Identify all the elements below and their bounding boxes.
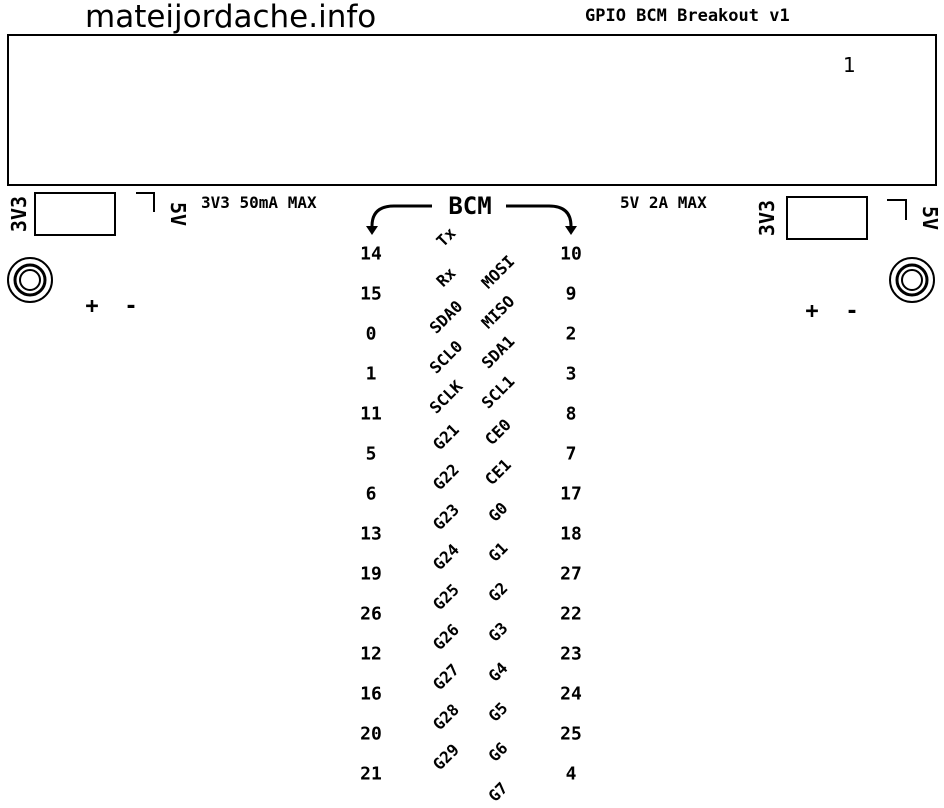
left-pin-function: Tx [432, 223, 460, 251]
left-plus-label: + [85, 294, 99, 319]
pin-label-columns [360, 223, 582, 805]
right-5v-label: 5V [918, 205, 942, 231]
pin-one-marker: 1 [843, 53, 856, 77]
right-power-selector [620, 193, 942, 239]
left-power-rating: 3V3 50mA MAX [201, 193, 317, 212]
left-pin-number: 14 [360, 243, 382, 265]
left-pin-number: 11 [360, 403, 382, 425]
left-pin-number: 20 [360, 723, 382, 745]
right-mounting-hole-icon [890, 258, 934, 302]
left-5v-label: 5V [166, 201, 190, 227]
left-pin-number: 16 [360, 683, 382, 705]
left-pin-function: G26 [429, 620, 463, 654]
left-pin-function: G23 [429, 500, 463, 534]
left-pin-number: 26 [360, 603, 382, 625]
right-pin-number: 18 [560, 523, 582, 545]
right-pin-number: 9 [565, 283, 577, 305]
right-pin-function: SDA1 [477, 331, 519, 373]
left-pin-function: G28 [429, 700, 463, 734]
left-pin-number: 12 [360, 643, 382, 665]
right-jumper-corner [887, 200, 906, 220]
right-minus-label: - [845, 299, 859, 324]
left-pin-number: 5 [365, 443, 377, 465]
left-pin-number: 21 [360, 763, 382, 785]
right-pin-function: SCL1 [477, 371, 519, 413]
right-pin-function: G4 [484, 658, 512, 686]
right-pin-number: 27 [560, 563, 582, 585]
right-pin-number: 3 [565, 363, 577, 385]
right-pin-function: G0 [484, 498, 512, 526]
right-pin-function: G2 [484, 578, 512, 606]
right-power-rating: 5V 2A MAX [620, 193, 707, 212]
right-jumper-block [787, 197, 867, 239]
left-pin-number: 19 [360, 563, 382, 585]
left-pin-function: G22 [429, 460, 463, 494]
right-pin-number: 23 [560, 643, 582, 665]
right-pin-number: 7 [565, 443, 577, 465]
right-pin-function: MOSI [477, 251, 519, 293]
bcm-label: BCM [448, 192, 492, 220]
left-pin-function: G27 [429, 660, 463, 694]
right-pin-function: G5 [484, 698, 512, 726]
right-pin-function: G1 [484, 538, 512, 566]
right-pin-number: 24 [560, 683, 582, 705]
header-connector-outline [8, 35, 936, 185]
right-pin-function: G3 [484, 618, 512, 646]
bcm-left-arrow-icon [366, 226, 378, 235]
right-pin-function: CE1 [481, 455, 515, 489]
left-pin-function: G24 [429, 540, 463, 574]
left-pin-number: 1 [365, 363, 377, 385]
left-minus-label: - [124, 294, 138, 319]
left-pin-number: 0 [365, 323, 377, 345]
right-pin-number: 25 [560, 723, 582, 745]
left-pin-number: 6 [365, 483, 377, 505]
left-pin-number: 13 [360, 523, 382, 545]
left-pin-function: SCL0 [425, 336, 467, 378]
left-mounting-hole-icon [8, 258, 52, 302]
left-pin-function: G25 [429, 580, 463, 614]
right-pin-number: 4 [565, 763, 577, 785]
left-pin-function: SDA0 [425, 296, 467, 338]
left-pin-function: G21 [429, 420, 463, 454]
left-3v3-label: 3V3 [7, 195, 31, 233]
right-pin-number: 17 [560, 483, 582, 505]
right-pin-function: G7 [484, 778, 512, 806]
right-pin-number: 8 [565, 403, 577, 425]
right-pin-function: CE0 [481, 415, 515, 449]
left-pin-function: G29 [429, 740, 463, 774]
board-title: GPIO BCM Breakout v1 [585, 6, 790, 26]
right-pin-number: 22 [560, 603, 582, 625]
left-power-selector [7, 193, 317, 235]
right-pin-number: 10 [560, 243, 582, 265]
left-jumper-block [35, 193, 115, 235]
right-plus-label: + [805, 299, 819, 324]
right-pin-function: G6 [484, 738, 512, 766]
left-pin-function: SCLK [425, 376, 467, 418]
bcm-right-arrow-icon [565, 226, 577, 235]
site-url: mateijordache.info [85, 0, 377, 35]
left-pin-number: 15 [360, 283, 382, 305]
left-pin-function: Rx [432, 263, 460, 291]
left-jumper-corner [136, 193, 154, 212]
right-3v3-label: 3V3 [755, 199, 779, 237]
right-pin-function: MISO [477, 291, 519, 333]
right-pin-number: 2 [565, 323, 577, 345]
bcm-left-arrow-line [372, 206, 432, 226]
bcm-right-arrow-line [506, 206, 571, 226]
